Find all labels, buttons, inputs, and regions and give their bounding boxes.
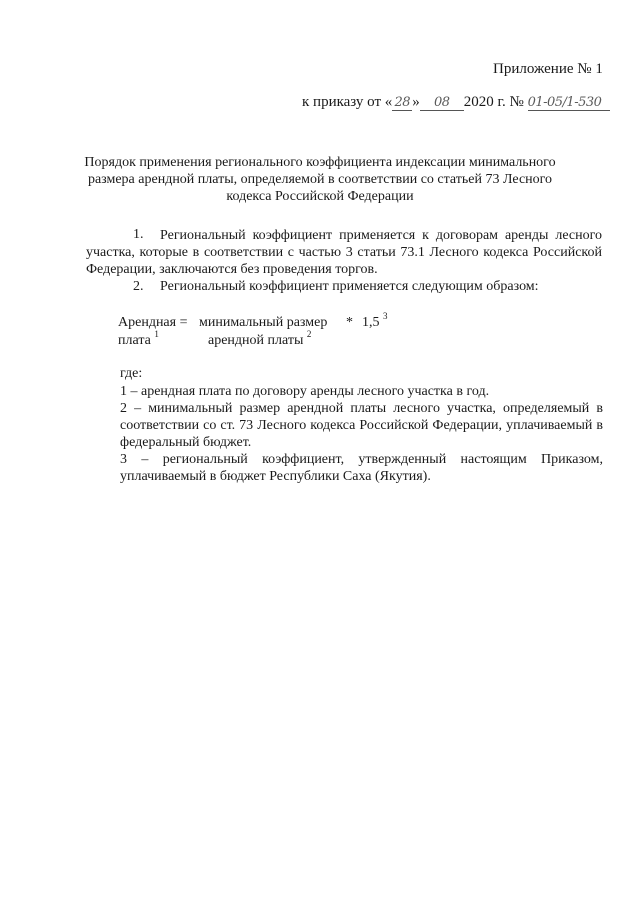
order-reference bbox=[302, 94, 610, 111]
title-line-2: размера арендной платы, определяемой в соответствии со статьей 73 Лесного bbox=[87, 172, 553, 187]
formula-operator: * bbox=[346, 315, 353, 330]
note-1: 1 – арендная плата по договору аренды лесного участка в год. bbox=[120, 384, 490, 399]
item-2-number: 2. bbox=[133, 279, 144, 294]
note-3: 3 – региональный коэффициент, утвержденный настоящим Приказом, уплачиваемый в бюджет Республики Саха (Якутия). bbox=[120, 452, 603, 484]
order-day-handwritten: 28 bbox=[392, 96, 412, 111]
formula-coefficient: 1,5 $^3$ bbox=[362, 311, 388, 330]
order-separator: » bbox=[412, 94, 420, 110]
note-2: 2 – минимальный размер арендной платы лесного участка, определяемый в соответствии со ст. 73 Лесного кодекса Российской Федерации, уплачиваемый в федеральный бюджет. bbox=[120, 401, 603, 450]
appendix-label: Приложение № 1 bbox=[493, 61, 603, 77]
title-line-3: кодекса Российской Федерации bbox=[226, 189, 414, 204]
formula-rhs-bottom: арендной платы $^2$ bbox=[208, 329, 312, 348]
item-2-text: Региональный коэффициент применяется следующим образом: bbox=[160, 279, 539, 294]
order-month-handwritten: 08 bbox=[420, 96, 464, 111]
formula-rhs-top: минимальный размер bbox=[199, 315, 328, 330]
title-line-1: Порядок применения регионального коэффициента индексации минимального bbox=[84, 155, 556, 170]
order-number-handwritten: 01-05/1-530 bbox=[528, 96, 610, 111]
order-prefix: к приказу от « bbox=[302, 94, 393, 110]
formula-lhs-sup: 1 bbox=[154, 329, 159, 340]
document-title bbox=[40, 154, 600, 205]
notes-where: где: bbox=[120, 366, 143, 381]
item-1-number: 1. bbox=[133, 227, 144, 242]
item-1-text: Региональный коэффициент применяется к договорам аренды лесного участка, которые в соответствии с частью 3 статьи 73.1 Лесного кодекса Российской Федерации, заключаются без проведения торгов. bbox=[86, 228, 602, 277]
formula-rhs-sup: 2 bbox=[306, 329, 312, 340]
formula-lhs-bottom: плата $^1$ bbox=[118, 329, 159, 348]
formula-coef-sup: 3 bbox=[383, 311, 388, 322]
formula-lhs-top: Арендная = bbox=[118, 315, 188, 330]
order-year: 2020 г. № bbox=[463, 94, 524, 110]
